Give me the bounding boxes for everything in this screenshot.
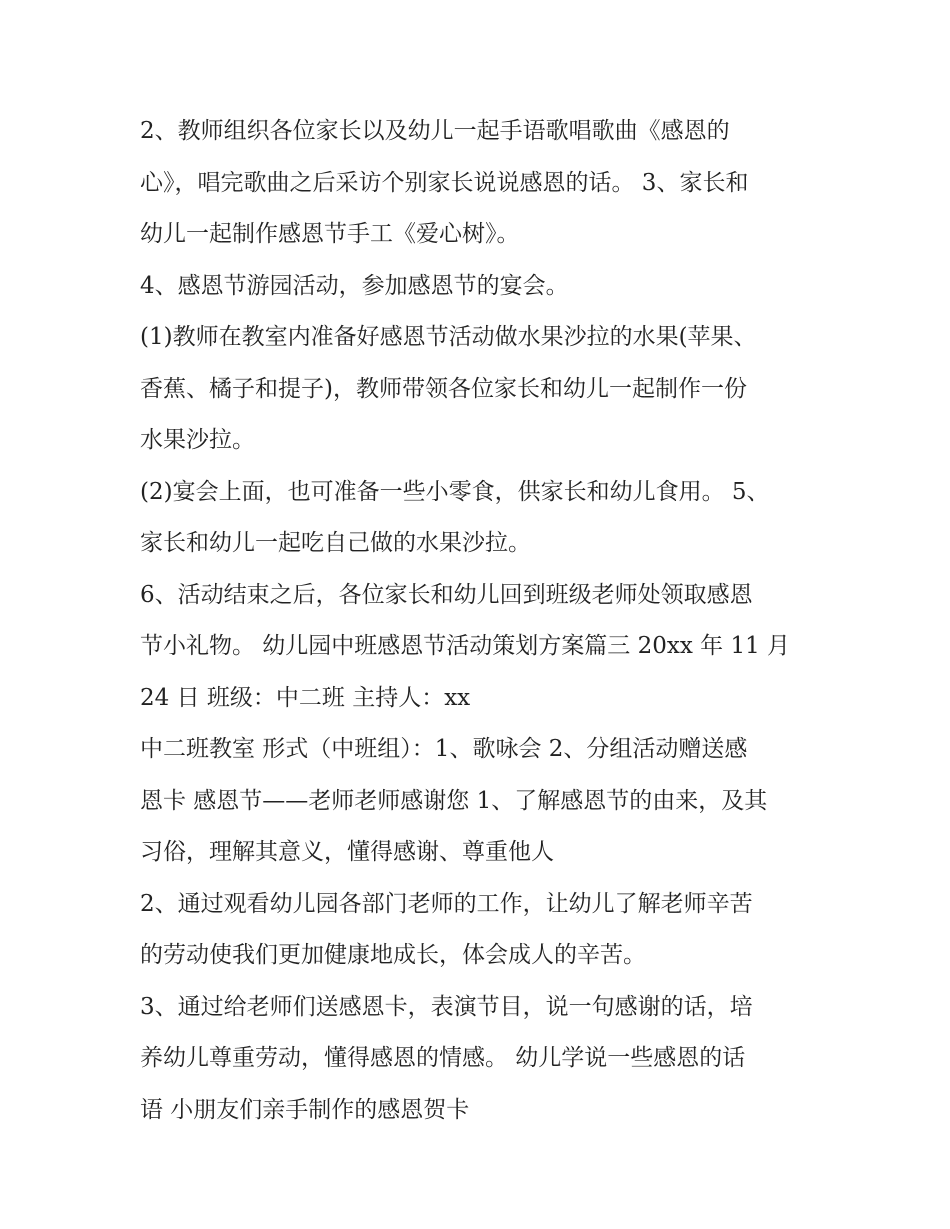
text-line: 语 小朋友们亲手制作的感恩贺卡 (140, 1096, 470, 1123)
text-line: 3、通过给老师们送感恩卡，表演节目，说一句感谢的话，培 (140, 993, 753, 1020)
text-line: 心》，唱完歌曲之后采访个别家长说说感恩的话。 3、家长和 (140, 169, 749, 196)
text-line: 恩卡 感恩节——老师老师感谢您 1、了解感恩节的由来，及其 (140, 787, 768, 814)
text-line: 香蕉、橘子和提子)，教师带领各位家长和幼儿一起制作一份 (140, 375, 747, 402)
text-line: 幼儿一起制作感恩节手工《爱心树》。 (140, 221, 520, 247)
text-line: 养幼儿尊重劳动，懂得感恩的情感。 幼儿学说一些感恩的话 (140, 1045, 746, 1071)
text-line: 节小礼物。 幼儿园中班感恩节活动策划方案篇三 20xx 年 11 月 (140, 633, 791, 659)
text-line: 中二班教室 形式（中班组）：1、歌咏会 2、分组活动赠送感 (140, 736, 748, 762)
text-line: 6、活动结束之后，各位家长和幼儿回到班级老师处领取感恩 (140, 581, 753, 608)
text-line: 2、教师组织各位家长以及幼儿一起手语歌唱歌曲《感恩的 (140, 118, 730, 144)
text-line: 24 日 班级：中二班 主持人：xx (140, 684, 471, 711)
text-line: 习俗，理解其意义，懂得感谢、尊重他人 (140, 839, 554, 865)
text-line: 2、通过观看幼儿园各部门老师的工作，让幼儿了解老师辛苦 (140, 890, 753, 917)
text-line: (2)宴会上面，也可准备一些小零食，供家长和幼儿食用。 5、 (140, 478, 770, 505)
text-line: 水果沙拉。 (140, 427, 255, 453)
text-line: 家长和幼儿一起吃自己做的水果沙拉。 (140, 530, 531, 556)
text-line: (1)教师在教室内准备好感恩节活动做水果沙拉的水果(苹果、 (140, 324, 757, 350)
text-line: 的劳动使我们更加健康地成长，体会成人的辛苦。 (140, 942, 646, 968)
document-body (140, 106, 820, 1136)
text-line: 4、感恩节游园活动，参加感恩节的宴会。 (140, 272, 569, 299)
